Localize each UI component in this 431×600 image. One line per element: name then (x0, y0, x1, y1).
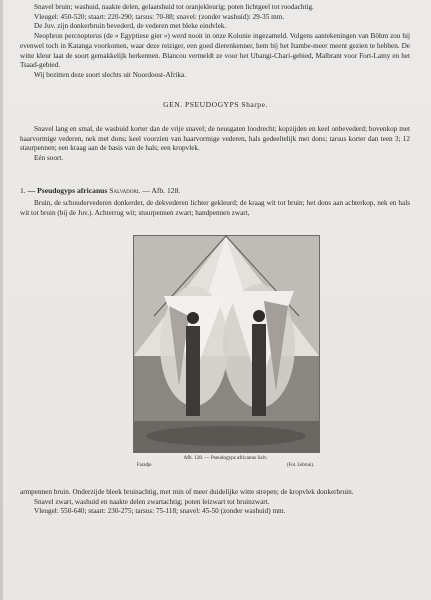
text-paragraph: Neophron percnopterus (de « Egyptiese gier ») werd nooit in onze Kolonie ingezameld. Volgens aantekeningen van Böhm zou hij evenwel toch in Katanga voorkomen, waar deze reiziger, een goed dierenkenner, hem bij het Itambe-meer meent gezien te hebben. De witte kleur laat de soort gemakkelijk herkennen. Blancou vermeldt ze voor het Ubangi-Chari-gebied, Malbrant voor Fort-Lamy en het Tsaad-gebied. (20, 32, 410, 70)
text-line: Vleugel: 550-640; staart: 230-275; tarsus: 75-118; snavel: 45-50 (zonder washuid) mm. (34, 507, 286, 516)
species-name: — Pseudogyps africanus (27, 186, 108, 195)
species-number: 1. (20, 186, 26, 195)
photograph-vultures (133, 235, 320, 453)
page-edge (0, 0, 3, 600)
text-line: Snavel zwart, washuid en naakte delen zwartachtig; poten leizwart tot bruinzwart. (34, 497, 270, 506)
species-count: Eén soort. (34, 154, 64, 163)
species-description: Bruin, de schoudervederen donkerder, de dekvederen lichter gekleurd; de kraag wit tot bruin; het dons aan achterkop, nek en hals wit tot bruin (bij de Juv.). Achterrug wit; stuurpennen zwart; handpennen zwart, (20, 199, 410, 217)
text-line: Wij bezitten deze soort slechts uit Noordoost-Afrika. (34, 70, 187, 79)
figure-reference: — Afb. 128. (142, 186, 181, 195)
genus-heading: GEN. PSEUDOGYPS Sharpe. (163, 100, 268, 109)
genus-description: Snavel lang en smal, de washuid korter dan de vrije snavel; de neusgaten loodrecht; kopzijden en keel onbevederd; bovenkop met haarvormige vederen, nek met dons; keel voorzien van haarvormige vederen, hals gedeeltelijk met dons; tarsus korter dan teen 3; 12 staurpennen; een kraag aan de basis van de hals; een kropvlek. (20, 125, 410, 153)
species-heading (20, 186, 410, 196)
genus-text-block (20, 125, 410, 164)
photo-location: Faradje. (137, 463, 153, 468)
top-text-block (20, 3, 410, 81)
species-author: Salvadori. (109, 186, 141, 195)
bottom-text-block (20, 488, 410, 517)
species-description-block (20, 199, 410, 218)
photo-illustration (134, 236, 319, 452)
photo-credit: (Fot. Lebrun). (286, 463, 314, 468)
figure-caption: Afb. 128. — Pseudogyps africanus Salv. (183, 455, 268, 461)
text-line: Snavel bruin; washuid, naakte delen, gelaatshuid tot oranjekleurig; poten lichtgeel tot roodachtig. (34, 3, 314, 11)
text-line: Vleugel: 450-520; staart: 220-290; tarsus: 70-88; snavel: (zonder washuid): 29-35 mm. (34, 12, 285, 21)
text-line: armpennen bruin. Onderzijde bleek bruinachtig, met min of meer duidelijke witte strepen; de kropvlek donkerbruin. (20, 488, 354, 496)
text-line: De Juv. zijn donkerbruin bevederd, de vederen met bleke eindvlek. (34, 22, 227, 31)
